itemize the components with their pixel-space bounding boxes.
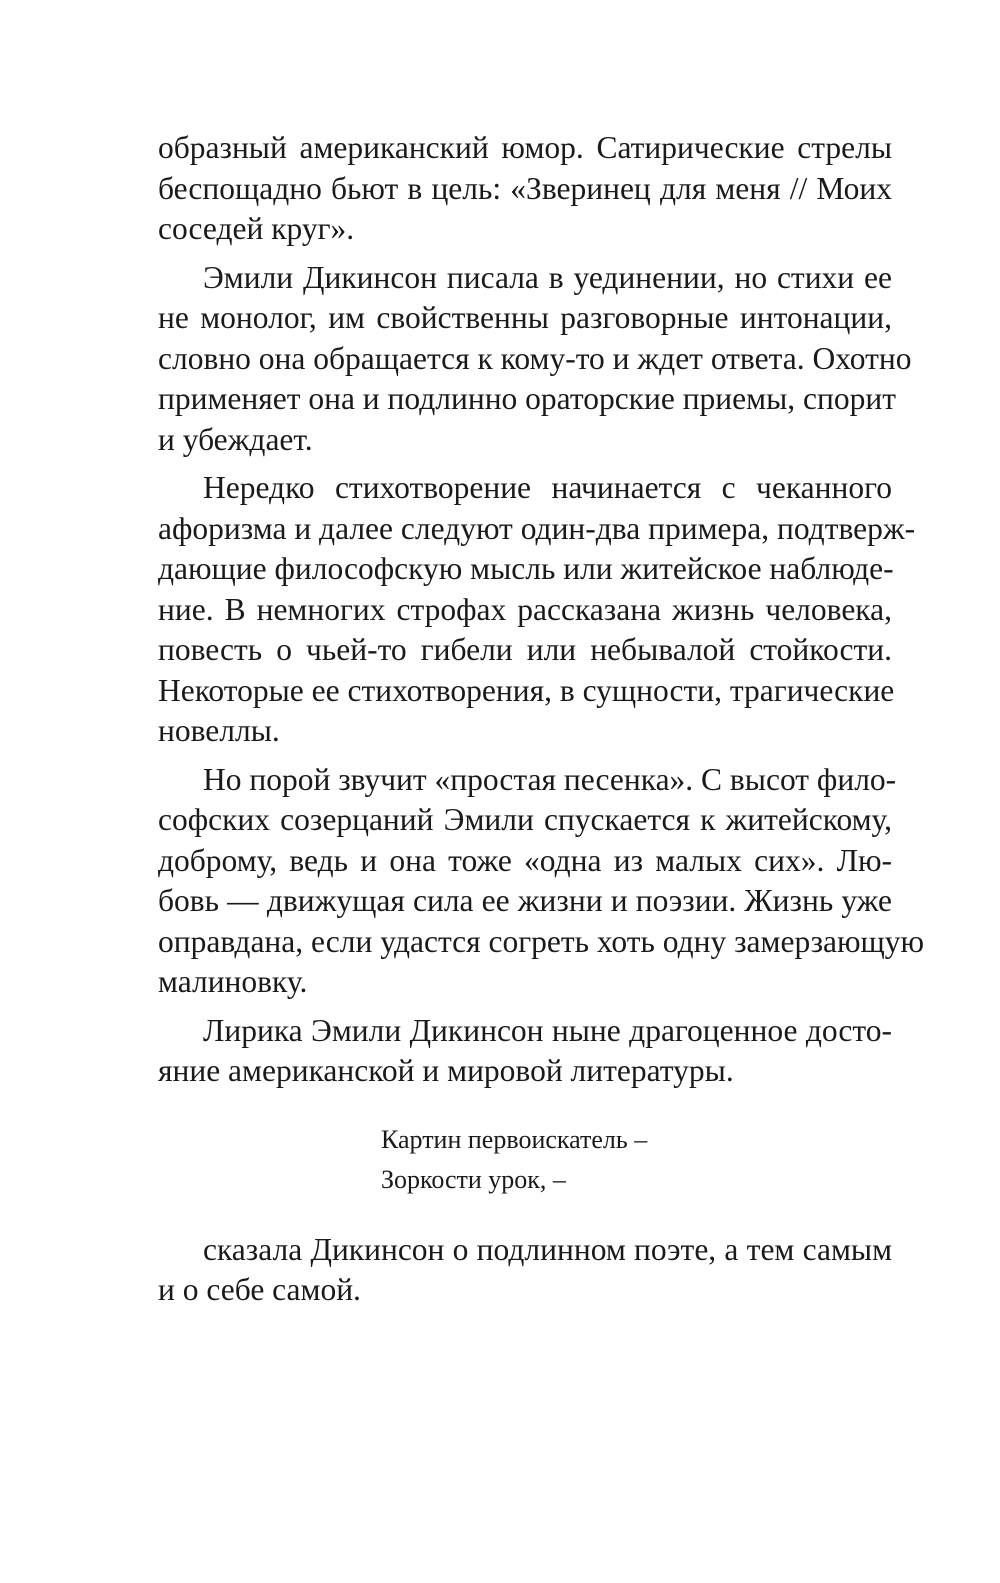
text-line: и о себе самой. xyxy=(158,1272,361,1307)
text-line: доброму, ведь и она тоже «одна из малых сих». Лю- xyxy=(158,842,892,878)
text-line: словно она обращается к кому-то и ждет ответа. Охотно xyxy=(158,340,912,376)
text-line: Нередко стихотворение начинается с чеканного xyxy=(203,470,892,505)
closing-paragraph xyxy=(158,1230,892,1311)
paragraph-5 xyxy=(158,1011,892,1092)
text-line: не монолог, им свойственны разговорные интонации, xyxy=(158,300,892,335)
text-line: повесть о чьей-то гибели или небывалой стойкости. xyxy=(158,632,892,667)
text-line: оправдана, если удастся согреть хоть одну замерзающую xyxy=(158,923,925,959)
verse-quote xyxy=(381,1120,892,1200)
text-line: бовь — движущая сила ее жизни и поэзии. Жизнь уже xyxy=(158,883,892,918)
text-line: Но порой звучит «простая песенка». С высот фило- xyxy=(203,761,897,797)
text-line: сказала Дикинсон о подлинном поэте, а тем самым xyxy=(203,1231,892,1267)
text-line: яние американской и мировой литературы. xyxy=(158,1053,734,1088)
text-line: новеллы. xyxy=(158,713,280,748)
paragraph-4 xyxy=(158,760,925,1003)
text-line: образный американский юмор. Сатирические стрелы xyxy=(158,130,892,165)
paragraph-1 xyxy=(158,128,892,250)
text-line: Эмили Дикинсон писала в уединении, но стихи ее xyxy=(203,259,892,295)
text-line: Лирика Эмили Дикинсон ныне драгоценное досто- xyxy=(203,1012,892,1048)
text-line: беспощадно бьют в цель: «Зверинец для меня // Моих xyxy=(158,170,892,206)
text-line: малиновку. xyxy=(158,964,308,999)
text-line: ние. В немногих строфах рассказана жизнь человека, xyxy=(158,591,892,627)
text-line: дающие философскую мысль или житейское наблюде- xyxy=(158,551,894,586)
verse-line: Картин первоискатель – xyxy=(381,1124,648,1154)
text-line: соседей круг». xyxy=(158,211,355,246)
text-line: афоризма и далее следуют один-два примера, подтверж- xyxy=(158,510,916,546)
text-line: Некоторые ее стихотворения, в сущности, трагические xyxy=(158,672,895,708)
verse-line: Зоркости урок, – xyxy=(381,1164,566,1194)
text-line: и убеждает. xyxy=(158,421,313,457)
text-line: софских созерцаний Эмили спускается к житейскому, xyxy=(158,802,892,837)
text-line: применяет она и подлинно ораторские приемы, спорит xyxy=(158,381,896,416)
book-page xyxy=(158,128,925,1319)
paragraph-3 xyxy=(158,468,916,752)
body-text xyxy=(158,128,925,1092)
paragraph-2 xyxy=(158,258,912,461)
